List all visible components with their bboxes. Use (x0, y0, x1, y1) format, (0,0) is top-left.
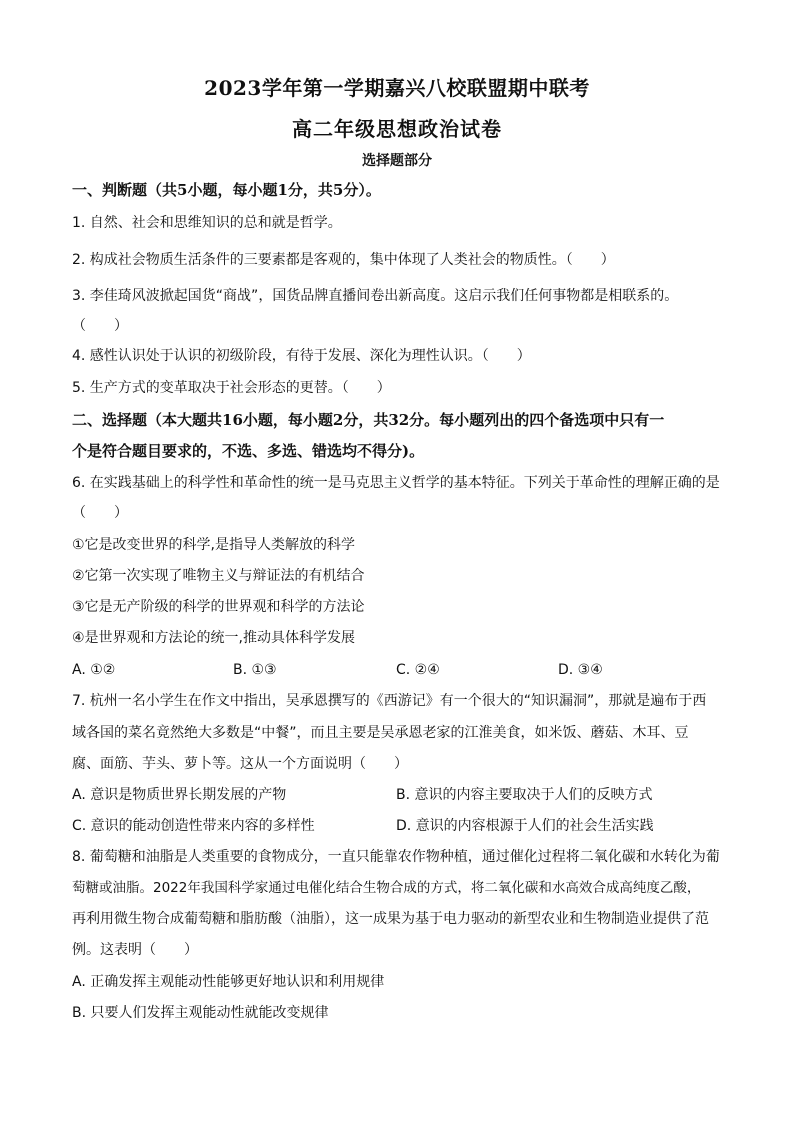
section2-heading-line2: 个是符合题目要求的，不选、多选、错选均不得分)。 (72, 442, 425, 460)
question-7-stem-line3: 腐、面筋、芋头、萝卜等。这从一个方面说明（ ） (72, 756, 408, 772)
question-2: 2. 构成社会物质生活条件的三要素都是客观的，集中体现了人类社会的物质性。（ ） (72, 252, 615, 268)
question-8-stem-line4: 例。这表明（ ） (72, 942, 198, 958)
question-1: 1. 自然、社会和思维知识的总和就是哲学。 (72, 215, 342, 231)
question-6-option-a: A. ①② (72, 662, 116, 678)
question-8-option-b: B. 只要人们发挥主观能动性就能改变规律 (72, 1005, 329, 1021)
question-7-option-d: D. 意识的内容根源于人们的社会生活实践 (396, 818, 654, 834)
question-6-option-b: B. ①③ (233, 662, 277, 678)
section1-heading: 一、判断题（共5小题，每小题1分，共5分）。 (72, 181, 381, 199)
question-6-option-d: D. ③④ (558, 662, 603, 678)
question-6-item-4: ④是世界观和方法论的统一,推动具体科学发展 (72, 630, 355, 646)
question-7-stem-line1: 7. 杭州一名小学生在作文中指出，吴承恩撰写的《西游记》有一个很大的“知识漏洞”，那就是遍布于西 (72, 693, 707, 709)
question-8-option-a: A. 正确发挥主观能动性能够更好地认识和利用规律 (72, 974, 385, 990)
question-7-option-a: A. 意识是物质世界长期发展的产物 (72, 787, 287, 803)
part-title: 选择题部分 (362, 153, 432, 169)
question-8-stem-line3: 再利用微生物合成葡萄糖和脂肪酸（油脂），这一成果为基于电力驱动的新型农业和生物制造业提供了范 (72, 911, 709, 927)
question-7-option-c: C. 意识的能动创造性带来内容的多样性 (72, 818, 315, 834)
question-3-line2: （ ） (72, 318, 128, 334)
exam-title: 2023学年第一学期嘉兴八校联盟期中联考 (204, 76, 590, 100)
section2-heading-line1: 二、选择题（本大题共16小题，每小题2分，共32分。每小题列出的四个备选项中只有一 (72, 411, 665, 429)
question-6-stem-line1: 6. 在实践基础上的科学性和革命性的统一是马克思主义哲学的基本特征。下列关于革命性的理解正确的是 (72, 475, 720, 491)
question-6-item-3: ③它是无产阶级的科学的世界观和科学的方法论 (72, 599, 365, 615)
question-8-stem-line1: 8. 葡萄糖和油脂是人类重要的食物成分，一直只能靠农作物种植，通过催化过程将二氧化碳和水转化为葡 (72, 849, 720, 865)
question-6-item-1: ①它是改变世界的科学,是指导人类解放的科学 (72, 537, 355, 553)
question-6-item-2: ②它第一次实现了唯物主义与辩证法的有机结合 (72, 568, 365, 584)
question-6-option-c: C. ②④ (396, 662, 440, 678)
question-5: 5. 生产方式的变革取决于社会形态的更替。（ ） (72, 380, 391, 396)
question-6-stem-line2: （ ） (72, 505, 128, 521)
question-4: 4. 感性认识处于认识的初级阶段，有待于发展、深化为理性认识。（ ） (72, 348, 531, 364)
question-8-stem-line2: 萄糖或油脂。2022年我国科学家通过电催化结合生物合成的方式，将二氧化碳和水高效合成高纯度乙酸， (72, 880, 701, 896)
question-7-stem-line2: 域各国的菜名竟然绝大多数是“中餐”，而且主要是吴承恩老家的江淮美食，如米饭、蘑菇、木耳、豆 (72, 725, 689, 741)
question-3-line1: 3. 李佳琦风波掀起国货“商战”，国货品牌直播间卷出新高度。这启示我们任何事物都是相联系的。 (72, 288, 679, 304)
question-7-option-b: B. 意识的内容主要取决于人们的反映方式 (396, 787, 653, 803)
exam-subtitle: 高二年级思想政治试卷 (292, 117, 502, 141)
